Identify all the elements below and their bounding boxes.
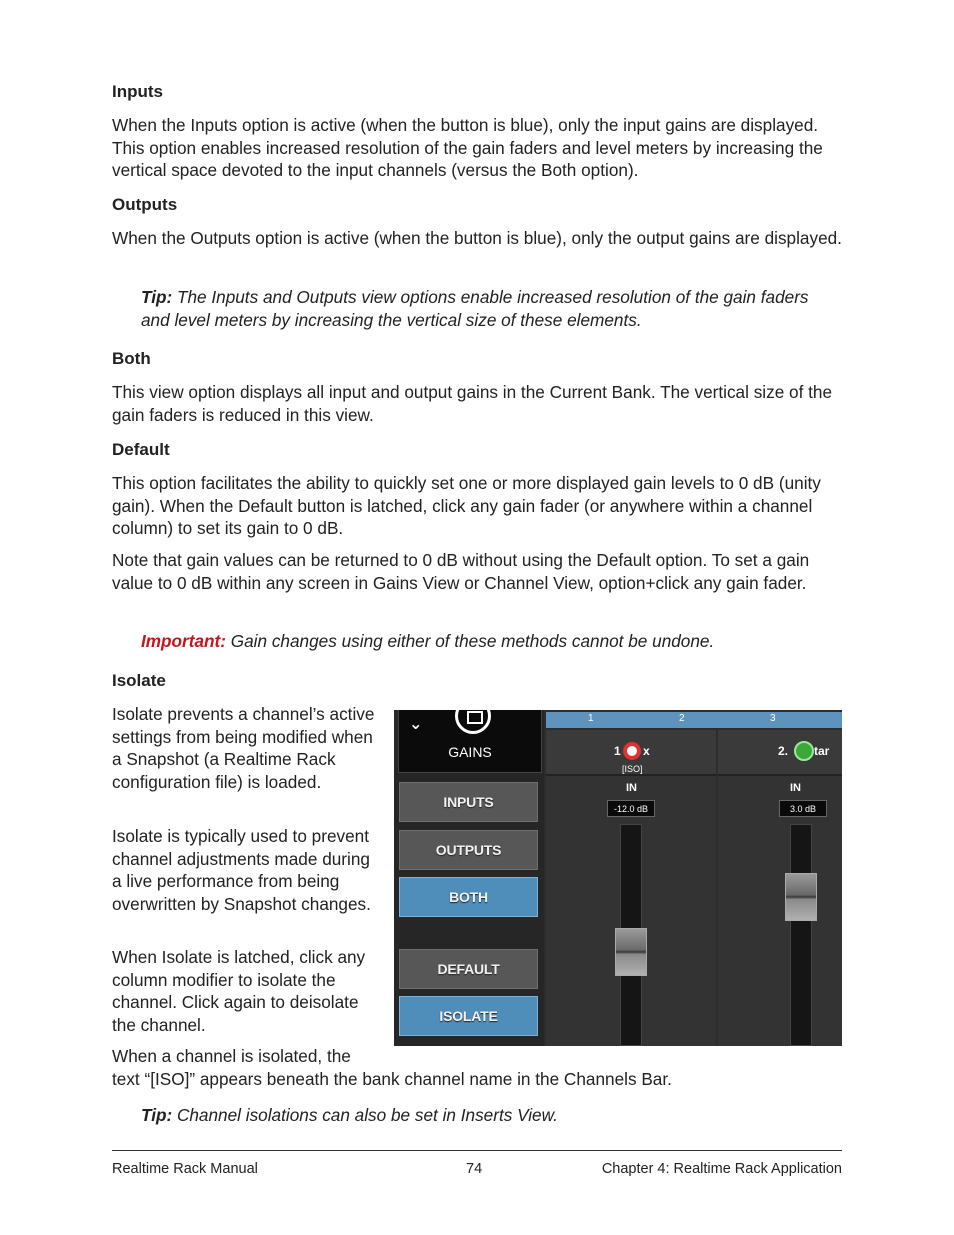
gain-readout[interactable]: -12.0 dB (607, 800, 655, 817)
inputs-button[interactable]: INPUTS (399, 782, 538, 822)
gain-fader-track[interactable] (790, 824, 812, 1046)
heading-outputs: Outputs (112, 195, 178, 214)
tip-text: Channel isolations can also be set in Inserts View. (172, 1105, 558, 1125)
tip-inserts (141, 1104, 841, 1127)
gain-fader-handle[interactable] (785, 873, 817, 921)
bank-number[interactable]: 1 (588, 713, 594, 724)
outputs-button[interactable]: OUTPUTS (399, 830, 538, 870)
important-text: Gain changes using either of these methods cannot be undone. (225, 631, 715, 651)
gains-view-screenshot (394, 710, 842, 1046)
isolate-button[interactable]: ISOLATE (399, 996, 538, 1036)
channel-header[interactable] (718, 730, 842, 776)
app-logo-icon (455, 710, 491, 734)
heading-inputs: Inputs (112, 82, 163, 101)
iso-tag: [ISO] (622, 764, 643, 774)
gains-label: GAINS (448, 744, 492, 760)
important-note (141, 630, 841, 653)
channel-column-1[interactable] (546, 730, 716, 1046)
isolate-body-1: Isolate prevents a channel’s active settings from being modified when a Snapshot (a Realtime Rack configuration file) is loaded. (112, 704, 375, 792)
both-button[interactable]: BOTH (399, 877, 538, 917)
channel-name-suffix: x (643, 744, 650, 758)
gain-fader-handle[interactable] (615, 928, 647, 976)
heading-default: Default (112, 440, 170, 459)
channel-column-2[interactable] (718, 730, 842, 1046)
footer-rule (112, 1150, 842, 1151)
both-body: This view option displays all input and output gains in the Current Bank. The vertical size of the gain faders is reduced in this view. (112, 382, 833, 425)
outputs-body: When the Outputs option is active (when the button is blue), only the output gains are displayed. (112, 228, 842, 248)
tip-view-options (141, 286, 841, 331)
isolate-body-4b: text “[ISO]” appears beneath the bank channel name in the Channels Bar. (112, 1069, 672, 1089)
footer-manual-title: Realtime Rack Manual (112, 1161, 258, 1177)
bank-number[interactable]: 2 (679, 713, 685, 724)
in-label: IN (790, 782, 801, 794)
default-body-1: This option facilitates the ability to quickly set one or more displayed gain levels to 0 dB (unity gain). When the Default button is latched, click any gain fader (or anywhere within a channel column) to set its gain to 0 dB. (112, 473, 821, 539)
isolate-body-3: When Isolate is latched, click any column modifier to isolate the channel. Click again to deisolate the channel. (112, 947, 366, 1035)
tip-label: Tip: (141, 1105, 173, 1125)
inputs-body: When the Inputs option is active (when the button is blue), only the input gains are displayed. This option enables increased resolution of the gain faders and level meters by increasing the vertical space devoted to the input channels (versus the Both option). (112, 115, 823, 181)
page-number: 74 (466, 1161, 483, 1177)
footer-chapter: Chapter 4: Realtime Rack Application (601, 1161, 842, 1177)
default-body-2: Note that gain values can be returned to 0 dB without using the Default option. To set a gain value to 0 dB within any screen in Gains View or Channel View, option+click any gain fader. (112, 550, 810, 593)
view-sidebar (394, 710, 544, 1046)
heading-both: Both (112, 349, 151, 368)
isolate-body-4a: When a channel is isolated, the (112, 1046, 351, 1066)
channel-name-prefix: 1 (614, 744, 621, 758)
isolate-body-2: Isolate is typically used to prevent channel adjustments made during a live performance from being overwritten by Snapshot changes. (112, 826, 371, 914)
in-label: IN (626, 782, 637, 794)
record-icon[interactable] (623, 742, 641, 760)
tip-text: The Inputs and Outputs view options enable increased resolution of the gain faders and level meters by increasing the vertical size of these elements. (141, 287, 809, 330)
default-button[interactable]: DEFAULT (399, 949, 538, 989)
important-label: Important: (141, 631, 226, 651)
bank-number[interactable]: 3 (770, 713, 776, 724)
channel-name-prefix: 2. (778, 744, 789, 758)
chevron-down-icon[interactable]: ⌄ (409, 716, 423, 733)
gain-readout[interactable]: 3.0 dB (779, 800, 827, 817)
channel-name-suffix: tar (814, 744, 830, 758)
bank-bar[interactable] (546, 712, 842, 728)
power-icon[interactable] (794, 741, 814, 761)
channel-header[interactable] (546, 730, 716, 776)
tip-label: Tip: (141, 287, 173, 307)
gains-view-selector[interactable] (398, 710, 542, 773)
heading-isolate: Isolate (112, 671, 166, 690)
